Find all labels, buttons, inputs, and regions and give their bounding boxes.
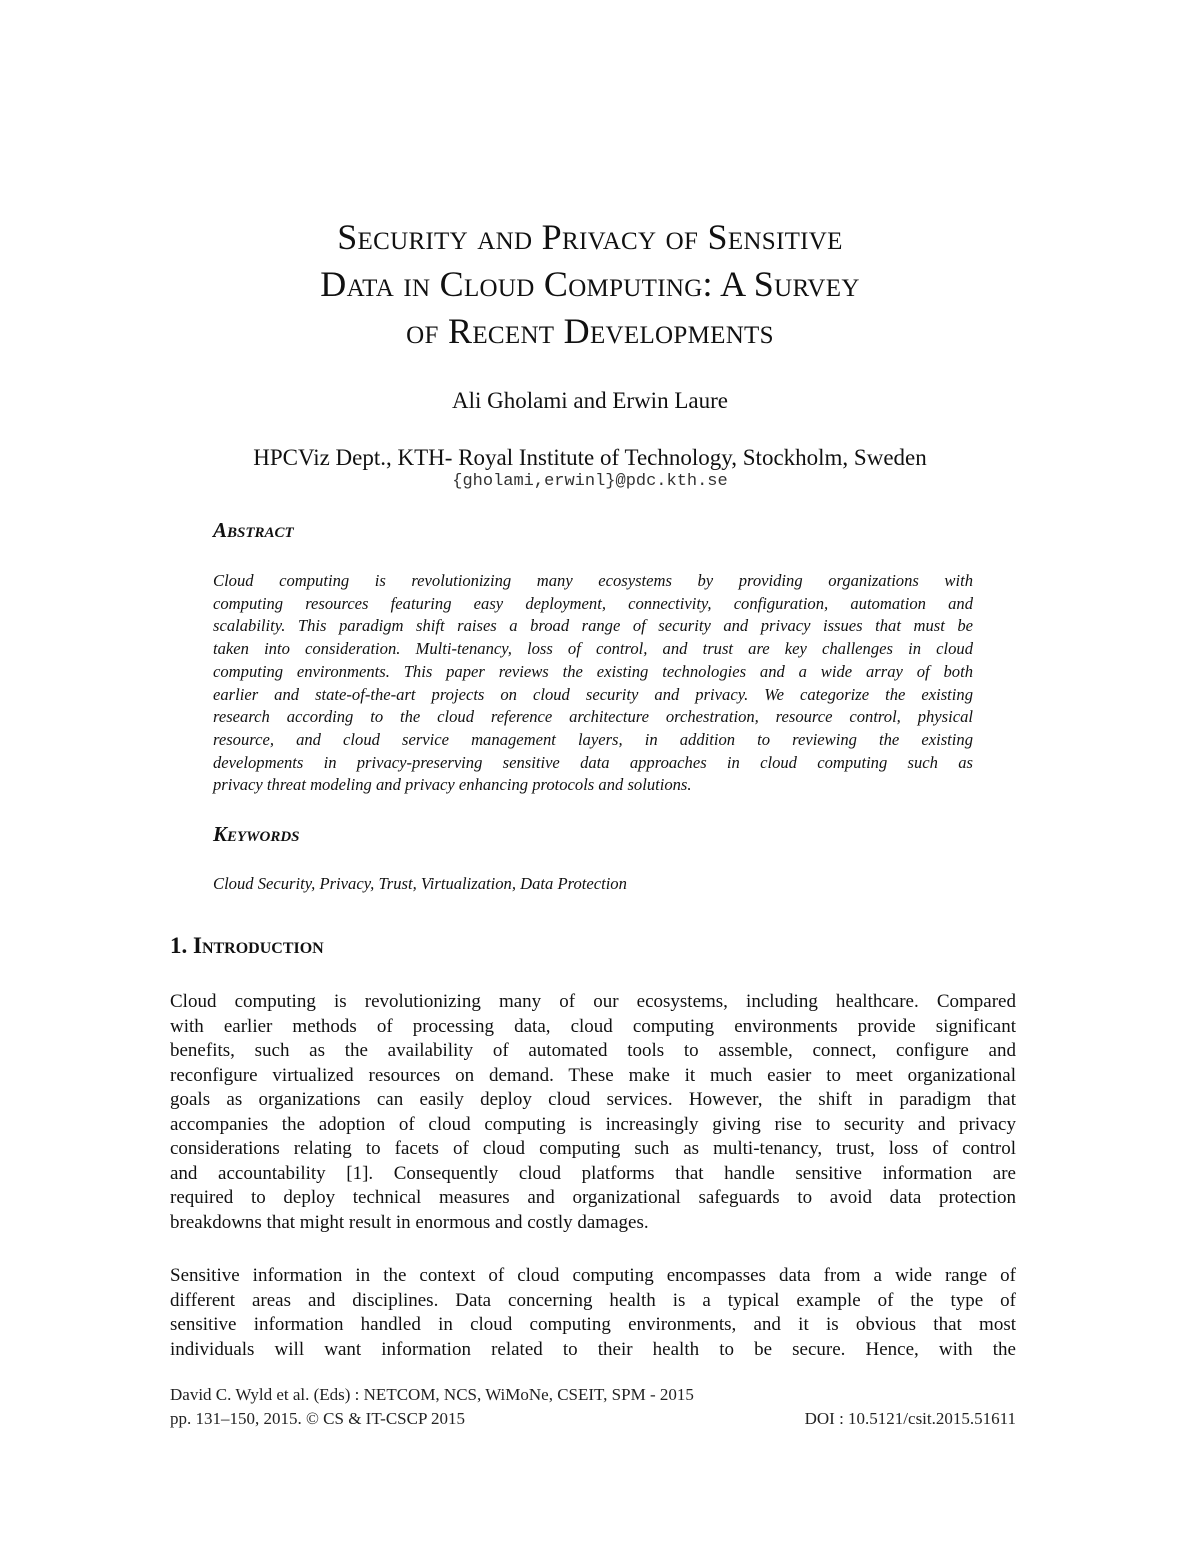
paragraph-line: goals as organizations can easily deploy cloud services. However, the shift in paradigm that: [170, 1089, 1016, 1110]
paragraph-line: sensitive information handled in cloud computing environments, and it is obvious that most: [170, 1314, 1016, 1335]
paragraph-line: Sensitive information in the context of cloud computing encompasses data from a wide range of: [170, 1265, 1016, 1286]
abstract-line: developments in privacy-preserving sensitive data approaches in cloud computing such as: [213, 752, 973, 772]
title-line-1: Security and Privacy of Sensitive: [337, 217, 843, 257]
footer-doi: DOI : 10.5121/csit.2015.51611: [804, 1409, 1016, 1428]
paper-title: [150, 214, 1030, 355]
paragraph-line: and accountability [1]. Consequently cloud platforms that handle sensitive information are: [170, 1162, 1016, 1184]
abstract-line: earlier and state-of-the-art projects on cloud security and privacy. We categorize the existing: [213, 684, 973, 704]
title-line-2: Data in Cloud Computing: A Survey: [320, 264, 860, 304]
introduction-paragraph-2: [170, 1264, 1016, 1362]
paragraph-line: required to deploy technical measures and organizational safeguards to avoid data protection: [170, 1187, 1016, 1208]
paragraph-line: considerations relating to facets of cloud computing such as multi-tenancy, trust, loss of control: [170, 1138, 1016, 1159]
keywords-heading: Keywords: [213, 822, 300, 846]
paragraph-line: Cloud computing is revolutionizing many of our ecosystems, including healthcare. Compared: [170, 991, 1016, 1012]
introduction-heading: 1. Introduction: [170, 933, 324, 958]
paragraph-line: accompanies the adoption of cloud computing is increasingly giving rise to security and privacy: [170, 1113, 1016, 1135]
title-line-3: of Recent Developments: [406, 311, 774, 351]
paragraph-line: reconfigure virtualized resources on demand. These make it much easier to meet organizational: [170, 1064, 1016, 1086]
email-address: {gholami,erwinl}@pdc.kth.se: [452, 472, 728, 491]
paragraph-line: breakdowns that might result in enormous and costly damages.: [170, 1211, 649, 1233]
abstract-line: computing resources featuring easy deployment, connectivity, configuration, automation and: [213, 593, 973, 613]
introduction-paragraph-1: [170, 990, 1016, 1235]
authors: Ali Gholami and Erwin Laure: [452, 388, 728, 413]
paragraph-line: benefits, such as the availability of automated tools to assemble, connect, configure and: [170, 1040, 1016, 1061]
footer-pages: pp. 131–150, 2015. © CS & IT-CSCP 2015: [170, 1409, 466, 1428]
paragraph-line: with earlier methods of processing data, cloud computing environments provide significant: [170, 1015, 1016, 1037]
footer-proceedings: David C. Wyld et al. (Eds) : NETCOM, NCS, WiMoNe, CSEIT, SPM - 2015: [170, 1385, 694, 1404]
abstract-body: [213, 570, 973, 797]
abstract-line: scalability. This paradigm shift raises a broad range of security and privacy issues that must be: [213, 616, 973, 636]
paragraph-line: individuals will want information related to their health to be secure. Hence, with the: [170, 1338, 1016, 1360]
paragraph-line: different areas and disciplines. Data concerning health is a typical example of the type of: [170, 1289, 1016, 1311]
abstract-line: computing environments. This paper reviews the existing technologies and a wide array of both: [213, 661, 973, 681]
abstract-line: privacy threat modeling and privacy enhancing protocols and solutions.: [213, 775, 692, 795]
keywords-list: Cloud Security, Privacy, Trust, Virtualization, Data Protection: [213, 874, 627, 893]
abstract-line: Cloud computing is revolutionizing many ecosystems by providing organizations with: [213, 571, 973, 590]
abstract-line: resource, and cloud service management layers, in addition to reviewing the existing: [213, 729, 973, 749]
affiliation: HPCViz Dept., KTH- Royal Institute of Technology, Stockholm, Sweden: [253, 445, 927, 470]
abstract-heading: Abstract: [213, 518, 294, 542]
footer-citation: [170, 1409, 1016, 1429]
abstract-line: taken into consideration. Multi-tenancy, loss of control, and trust are key challenges in cloud: [213, 639, 973, 659]
abstract-line: research according to the cloud reference architecture orchestration, resource control, physical: [213, 707, 973, 727]
